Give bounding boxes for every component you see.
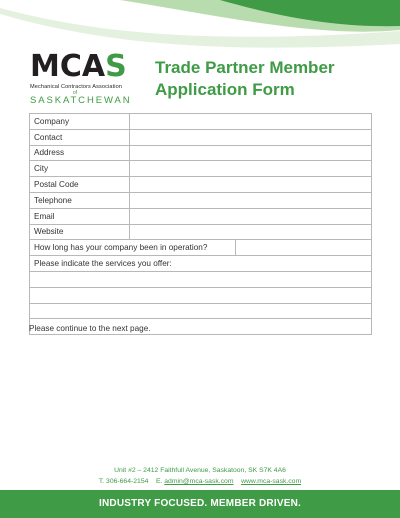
application-form-table (29, 113, 372, 335)
form-row-telephone (30, 192, 372, 208)
field-label: Website (30, 224, 130, 240)
form-title (155, 57, 335, 101)
field-label: Postal Code (30, 177, 130, 193)
company-input[interactable] (130, 114, 372, 130)
continue-note: Please continue to the next page. (29, 324, 151, 333)
form-row-company (30, 114, 372, 130)
logo-subtitle: Mechanical Contractors Association (30, 84, 123, 90)
contact-input[interactable] (130, 129, 372, 145)
logo-acronym: MCAS (30, 49, 127, 84)
mcas-logo (30, 49, 140, 106)
city-input[interactable] (130, 161, 372, 177)
logo-province: SASKATCHEWAN (30, 95, 132, 106)
form-row-contact (30, 129, 372, 145)
services-line (30, 287, 372, 303)
operation-question: How long has your company been in operation? (30, 240, 236, 256)
form-title-line2: Application Form (155, 80, 295, 99)
field-label: Company (30, 114, 130, 130)
form-title-line1: Trade Partner Member (155, 58, 335, 77)
form-row-city (30, 161, 372, 177)
logo-of: of (72, 90, 78, 96)
footer-email-link[interactable]: admin@mca-sask.com (164, 478, 234, 485)
operation-years-input[interactable] (236, 240, 372, 256)
field-label: City (30, 161, 130, 177)
services-input-line-2[interactable] (30, 287, 372, 303)
telephone-input[interactable] (130, 192, 372, 208)
footer-contact (0, 477, 400, 487)
footer-website-link[interactable]: www.mca-sask.com (241, 478, 302, 485)
field-label: Address (30, 145, 130, 161)
services-input-line-1[interactable] (30, 271, 372, 287)
footer-phone: T. 306-664-2154 (98, 478, 149, 485)
form-row-services-header (30, 256, 372, 272)
field-label: Telephone (30, 192, 130, 208)
services-line (30, 271, 372, 287)
header-swoosh (0, 0, 400, 50)
postal-code-input[interactable] (130, 177, 372, 193)
services-input-line-3[interactable] (30, 303, 372, 319)
field-label: Contact (30, 129, 130, 145)
email-input[interactable] (130, 208, 372, 224)
form-row-website (30, 224, 372, 240)
address-input[interactable] (130, 145, 372, 161)
field-label: Email (30, 208, 130, 224)
form-row-email (30, 208, 372, 224)
website-input[interactable] (130, 224, 372, 240)
footer-tagline: INDUSTRY FOCUSED. MEMBER DRIVEN. (99, 498, 301, 509)
services-prompt: Please indicate the services you offer: (30, 256, 372, 272)
footer-email-prefix: E. (155, 478, 163, 485)
footer-address: Unit #2 – 2412 Faithfull Avenue, Saskatoon, SK S7K 4A6 (114, 467, 286, 474)
form-row-operation (30, 240, 372, 256)
services-line (30, 303, 372, 319)
form-row-postal-code (30, 177, 372, 193)
form-row-address (30, 145, 372, 161)
